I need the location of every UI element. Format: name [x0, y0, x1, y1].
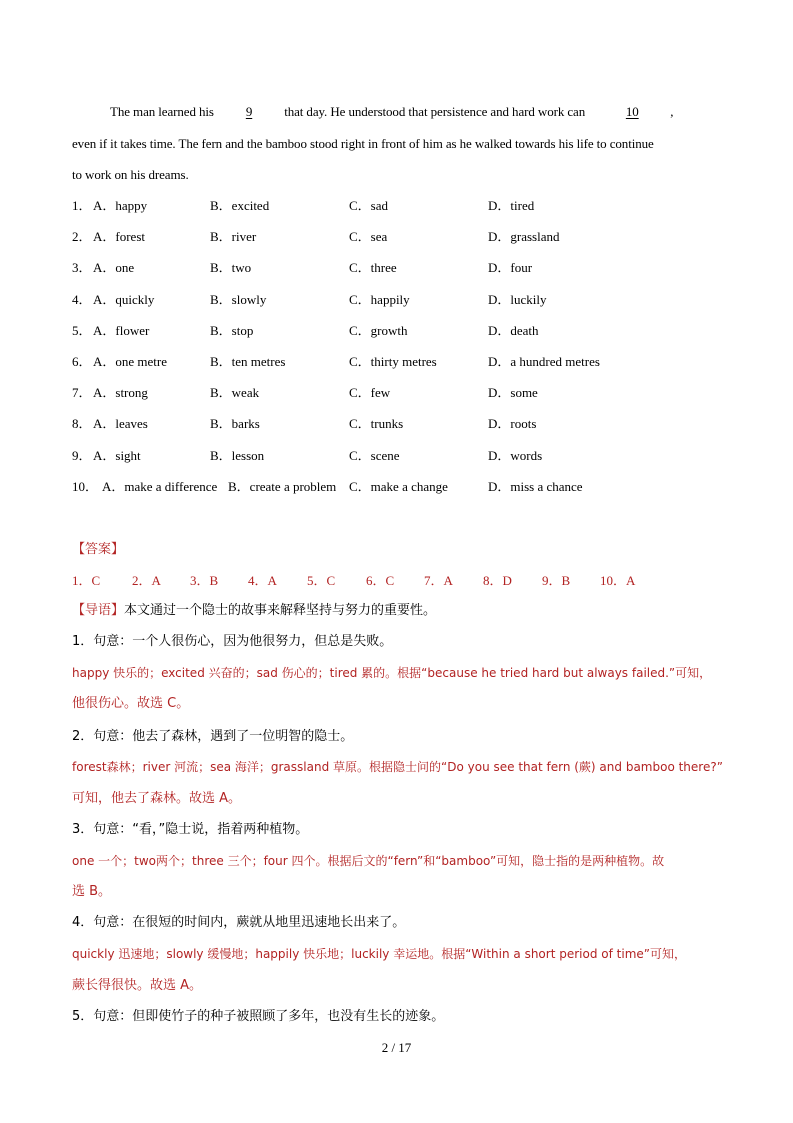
- answer-item: 2．A: [132, 573, 161, 588]
- option-c: C．scene: [349, 448, 400, 463]
- option-a: A．forest: [93, 229, 145, 244]
- question-number: 3．: [72, 260, 92, 275]
- option-a: A．happy: [93, 198, 148, 213]
- question-number: 6．: [72, 354, 92, 369]
- option-a: A．strong: [93, 385, 148, 400]
- guide-label: 【导语】: [72, 603, 125, 618]
- option-c: C．sea: [349, 229, 388, 244]
- passage-text: that day. He understood that persistence and hard work can: [284, 104, 586, 119]
- explanation-line: one 一个；two两个；three 三个；four 四个。根据后文的“fern”和“bamboo”可知，隐士指的是两种植物。故: [72, 854, 665, 868]
- option-d: D．roots: [488, 416, 537, 431]
- explanation-line: 3．句意：“看，”隐士说，指着两种植物。: [72, 822, 309, 837]
- explanation-line: quickly 迅速地；slowly 缓慢地；happily 快乐地；luckily 幸运地。根据“Within a short period of time”可知，: [72, 947, 686, 961]
- option-c: C．few: [349, 385, 391, 400]
- option-b: B．create a problem: [228, 479, 337, 494]
- explanation-line: 5．句意：但即使竹子的种子被照顾了多年，也没有生长的迹象。: [72, 1009, 445, 1024]
- passage-line-1: The man learned his 9 that day. He understood that persistence and hard work can 10 ,: [110, 104, 674, 119]
- explanation-line: 蕨长得很快。故选 A。: [72, 978, 203, 993]
- option-b: B．two: [210, 260, 252, 275]
- option-d: D．miss a chance: [488, 479, 583, 494]
- explanation-line: 可知，他去了森林。故选 A。: [72, 791, 242, 806]
- option-d: D．luckily: [488, 292, 547, 307]
- question-number: 4．: [72, 292, 92, 307]
- question-number: 1．: [72, 198, 92, 213]
- option-b: B．barks: [210, 416, 260, 431]
- blank-9: 9: [245, 104, 253, 119]
- option-b: B．excited: [210, 198, 270, 213]
- option-d: D．death: [488, 323, 539, 338]
- answer-item: 5．C: [307, 573, 336, 588]
- explanation-line: 4．句意：在很短的时间内，蕨就从地里迅速地长出来了。: [72, 915, 406, 930]
- answer-header: 【答案】: [72, 542, 125, 557]
- option-d: D．some: [488, 385, 538, 400]
- option-a: A．quickly: [93, 292, 155, 307]
- option-c: C．three: [349, 260, 397, 275]
- answer-item: 4．A: [248, 573, 277, 588]
- option-a: A．sight: [93, 448, 141, 463]
- answer-item: 9．B: [542, 573, 571, 588]
- passage-line-2: even if it takes time. The fern and the bamboo stood right in front of him as he walked towards his life to continue: [72, 136, 654, 151]
- question-number: 10．: [72, 479, 99, 494]
- option-b: B．ten metres: [210, 354, 286, 369]
- answer-item: 8．D: [483, 573, 512, 588]
- option-a: A．one metre: [93, 354, 168, 369]
- question-number: 9．: [72, 448, 92, 463]
- option-c: C．sad: [349, 198, 389, 213]
- explanation-line: 1．句意：一个人很伤心，因为他很努力，但总是失败。: [72, 634, 393, 649]
- question-number: 2．: [72, 229, 92, 244]
- option-a: A．leaves: [93, 416, 148, 431]
- answer-item: 7．A: [424, 573, 453, 588]
- option-d: D．words: [488, 448, 543, 463]
- option-a: A．flower: [93, 323, 150, 338]
- option-c: C．trunks: [349, 416, 404, 431]
- option-c: C．make a change: [349, 479, 448, 494]
- option-d: D．grassland: [488, 229, 560, 244]
- answer-item: 3．B: [190, 573, 219, 588]
- option-d: D．a hundred metres: [488, 354, 600, 369]
- answer-item: 1．C: [72, 573, 101, 588]
- explanation-line: 2．句意：他去了森林，遇到了一位明智的隐士。: [72, 729, 354, 744]
- option-b: B．lesson: [210, 448, 265, 463]
- explanation-line: happy 快乐的；excited 兴奋的；sad 伤心的；tired 累的。根据“because he tried hard but always failed.”可知，: [72, 666, 712, 680]
- explanation-line: 他很伤心。故选 C。: [72, 696, 190, 711]
- passage-line-3: to work on his dreams.: [72, 167, 189, 182]
- option-c: C．happily: [349, 292, 410, 307]
- explanation-line: forest森林；river 河流；sea 海洋；grassland 草原。根据隐士问的“Do you see that fern (蕨) and bamboo there?”: [72, 760, 723, 774]
- question-number: 8．: [72, 416, 92, 431]
- option-b: B．slowly: [210, 292, 267, 307]
- option-a: A．one: [93, 260, 135, 275]
- passage-text: The man learned his: [110, 104, 214, 119]
- option-c: C．thirty metres: [349, 354, 437, 369]
- option-b: B．stop: [210, 323, 254, 338]
- option-c: C．growth: [349, 323, 408, 338]
- explanation-line: 选 B。: [72, 884, 112, 899]
- option-d: D．four: [488, 260, 533, 275]
- page-number: 2 / 17: [381, 1040, 412, 1055]
- guide-line: [72, 601, 436, 620]
- option-a: A．make a difference: [102, 479, 218, 494]
- answer-item: 6．C: [366, 573, 395, 588]
- guide-text: 本文通过一个隐士的故事来解释坚持与努力的重要性。: [124, 603, 437, 618]
- question-number: 5．: [72, 323, 92, 338]
- question-number: 7．: [72, 385, 92, 400]
- option-b: B．weak: [210, 385, 260, 400]
- option-d: D．tired: [488, 198, 535, 213]
- answer-item: 10．A: [600, 573, 636, 588]
- blank-10: 10: [625, 104, 639, 119]
- option-b: B．river: [210, 229, 257, 244]
